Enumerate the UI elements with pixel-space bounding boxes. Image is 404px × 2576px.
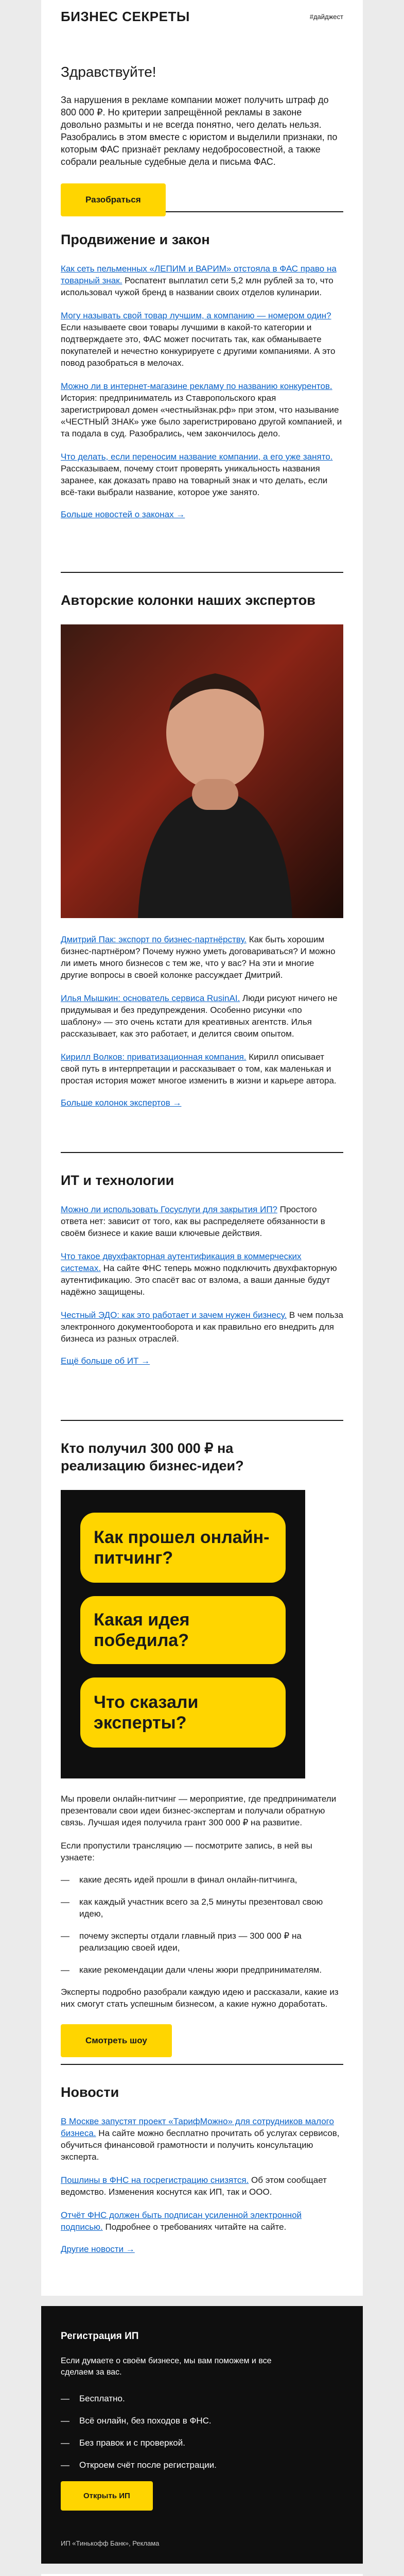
news-more-link[interactable]: Другие новости →	[61, 2244, 135, 2254]
books-section	[41, 2574, 363, 2576]
pitch-list-item: — почему эксперты отдали главный приз — 300 000 ₽ на реализацию своей идеи,	[61, 1930, 343, 1954]
column-item	[61, 992, 343, 1040]
pitch-banner-line-3: Что сказали эксперты?	[80, 1677, 286, 1748]
it-item-link[interactable]: Честный ЭДО: как это работает и зачем нужен бизнесу.	[61, 1310, 287, 1320]
it-item-link[interactable]: Что такое двухфакторная аутентификация в коммерческих системах.	[61, 1251, 302, 1273]
registration-list-item: — Всё онлайн, без походов в ФНС.	[61, 2415, 343, 2427]
registration-list-item: — Бесплатно.	[61, 2393, 343, 2404]
watch-show-button[interactable]: Смотреть шоу	[61, 2024, 172, 2057]
law-item	[61, 380, 343, 439]
news-item	[61, 2115, 343, 2163]
books-title	[61, 2574, 343, 2576]
registration-section	[41, 2306, 363, 2564]
news-item-link[interactable]: В Москве запустят проект «ТарифМожно» для сотрудников малого бизнеса.	[61, 2116, 334, 2138]
it-item	[61, 1250, 343, 1298]
it-item-text: Простого ответа нет: зависит от того, как вы распределяете обязанности в своём бизнесе и какие ваши ключевые действия.	[61, 1205, 325, 1238]
columns-section	[41, 572, 363, 1152]
it-item-text: На сайте ФНС теперь можно подключить двухфакторную аутентификацию. Это спасёт вас от взлома, а ваши данные будут надёжно защищены.	[61, 1263, 337, 1297]
pitch-list-item: — какие рекомендации дали члены жюри предпринимателям.	[61, 1964, 343, 1976]
it-item	[61, 1309, 343, 1345]
column-item	[61, 1051, 343, 1087]
registration-list-item: — Без правок и с проверкой.	[61, 2437, 343, 2449]
law-item-text: Роспатент выплатил сети 5,2 млн рублей за то, что использовал чужой бренд в названии своих отделов кулинарии.	[61, 276, 333, 297]
registration-note: ИП «Тинькофф Банк», Реклама	[61, 2539, 160, 2547]
law-item-text: История: предприниматель из Ставропольского края зарегистрировал домен «честныйзнак.рф» при этом, что называние «ЧЕСТНЫЙ ЗНАК» уже было зарегистрировано другой компанией, и та подала в суд. Разобрались, чем закончилось дело.	[61, 393, 342, 438]
pitch-text-3: Эксперты подробно разобрали каждую идею и рассказали, какие из них смогут стать успешным бизнесом, а какие нужно доработать.	[61, 1987, 339, 2009]
law-item-link[interactable]: Как сеть пельменных «ЛЕПИМ и ВАРИМ» отстояла в ФАС право на товарный знак.	[61, 264, 337, 285]
law-item-link[interactable]: Могу называть свой товар лучшим, а компанию — номером один?	[61, 311, 331, 320]
law-item-link[interactable]: Можно ли в интернет-магазине рекламу по названию конкурентов.	[61, 381, 332, 391]
news-item-link[interactable]: Пошлины в ФНС на госрегистрацию снизятся.	[61, 2175, 249, 2185]
newsletter	[41, 0, 363, 2576]
news-section	[41, 2064, 363, 2296]
news-item	[61, 2209, 343, 2233]
news-item-text: Об этом сообщает ведомство. Изменения коснутся как ИП, так и ООО.	[61, 2175, 327, 2197]
header	[41, 0, 363, 33]
news-item-link[interactable]: Отчёт ФНС должен быть подписан усиленной электронной подписью.	[61, 2210, 302, 2232]
law-item	[61, 310, 343, 369]
news-item-text: На сайте можно бесплатно прочитать об услугах сервисов, обучиться финансовой грамотности и получить консультацию эксперта.	[61, 2128, 340, 2162]
column-item-text: Как быть хорошим бизнес-партнёром? Почему нужно уметь договариваться? И можно ли иметь много бизнесов с тем же, что у вас? На эти и многие другие вопросы в своей колонке рассуждает Дмитрий.	[61, 935, 336, 980]
law-item-text: Рассказываем, почему стоит проверять уникальность названия заранее, как доказать право на товарный знак и что делать, если всё-таки выбрали название, которое уже занято.	[61, 464, 328, 497]
law-title: Продвижение и закон	[61, 232, 210, 247]
column-item	[61, 934, 343, 981]
column-item-link[interactable]: Илья Мышкин: основатель сервиса RusinAI.	[61, 993, 240, 1003]
law-item-text: Если называете свои товары лучшими в какой-то категории и подтверждаете это, ФАС может посчитать так, как обманываете покупателей и нечестно конкурируете с другими компаниями. А это повод разобраться в мелочах.	[61, 323, 336, 368]
law-item	[61, 263, 343, 298]
expert-photo	[61, 624, 343, 918]
registration-list	[61, 2393, 343, 2471]
intro-section	[41, 33, 363, 211]
it-item-text: В чем польза электронного документооборота и как правильно его внедрить для бизнеса из разных отраслей.	[61, 1310, 343, 1344]
pitch-title: Кто получил 300 000 ₽ на реализацию бизнес-идеи?	[61, 1440, 244, 1473]
pitch-list	[61, 1874, 343, 1976]
it-title: ИТ и технологии	[61, 1173, 174, 1188]
news-item-text: Подробнее о требованиях читайте на сайте.	[102, 2222, 287, 2232]
columns-title: Авторские колонки наших экспертов	[61, 592, 315, 608]
pitch-text-1: Мы провели онлайн-питчинг — мероприятие, где предприниматели презентовали свои идеи бизнес-экспертам и получали обратную связь. Лучшая идея получила грант 300 000 ₽ на развитие.	[61, 1794, 337, 1827]
law-item-link[interactable]: Что делать, если переносим название компании, а его уже занято.	[61, 452, 333, 462]
column-item-link[interactable]: Дмитрий Пак: экспорт по бизнес-партнёрству.	[61, 935, 247, 944]
pitch-text-2: Если пропустили трансляцию — посмотрите запись, в ней вы узнаете:	[61, 1841, 312, 1862]
columns-more-link[interactable]: Больше колонок экспертов →	[61, 1098, 182, 1108]
it-more-link[interactable]: Ещё больше об ИТ →	[61, 1356, 150, 1366]
digest-tag: #дайджест	[309, 12, 343, 21]
pitch-list-item: — какие десять идей прошли в финал онлайн-питчинга,	[61, 1874, 343, 1886]
registration-title: Регистрация ИП	[61, 2331, 139, 2342]
registration-lead: Если думаете о своём бизнесе, мы вам поможем и все сделаем за вас.	[61, 2357, 272, 2377]
it-section	[41, 1152, 363, 1420]
it-item-link[interactable]: Можно ли использовать Госуслуги для закрытия ИП?	[61, 1205, 277, 1214]
news-title: Новости	[61, 2084, 119, 2100]
intro-text: За нарушения в рекламе компании может получить штраф до 800 000 ₽. Но критерии запрещённой рекламы в законе довольно размыты и не всегда понятно, чего делать нельзя. Разобрались в этом вместе с юристом и выделили признаки, по которым ФАС признаёт рекламу недобросовестной, а также собрали реальные судебные дела и письма ФАС.	[61, 95, 338, 167]
law-section	[41, 211, 363, 572]
column-item-text: Люди рисуют ничего не придумывая и без предупреждения. Особенно рисунки «по шаблону» — это очень кстати для креативных агентств. Илья рассказывает, как это работает, и делится своим опытом.	[61, 993, 338, 1039]
intro-button[interactable]: Разобраться	[61, 183, 166, 216]
column-item-link[interactable]: Кирилл Волков: приватизационная компания.	[61, 1052, 247, 1062]
pitch-section	[41, 1420, 363, 2064]
it-item	[61, 1204, 343, 1239]
news-item	[61, 2174, 343, 2198]
greeting: Здравствуйте!	[61, 64, 156, 80]
law-item	[61, 451, 343, 498]
pitch-banner	[61, 1490, 305, 1778]
pitch-banner-line-2: Какая идея победила?	[80, 1596, 286, 1664]
column-item-text: Кирилл описывает свой путь в интерпретации и рассказывает о том, как маленькая и простая история может многое изменить в жизни и карьере автора.	[61, 1052, 337, 1086]
law-more-link[interactable]: Больше новостей о законах →	[61, 510, 185, 519]
registration-list-item: — Откроем счёт после регистрации.	[61, 2459, 343, 2471]
pitch-list-item: — как каждый участник всего за 2,5 минуты презентовал свою идею,	[61, 1896, 343, 1920]
brand-logo: БИЗНЕС СЕКРЕТЫ	[61, 8, 190, 24]
pitch-banner-line-1: Как прошел онлайн-питчинг?	[80, 1513, 286, 1583]
open-ip-button[interactable]: Открыть ИП	[61, 2481, 153, 2511]
